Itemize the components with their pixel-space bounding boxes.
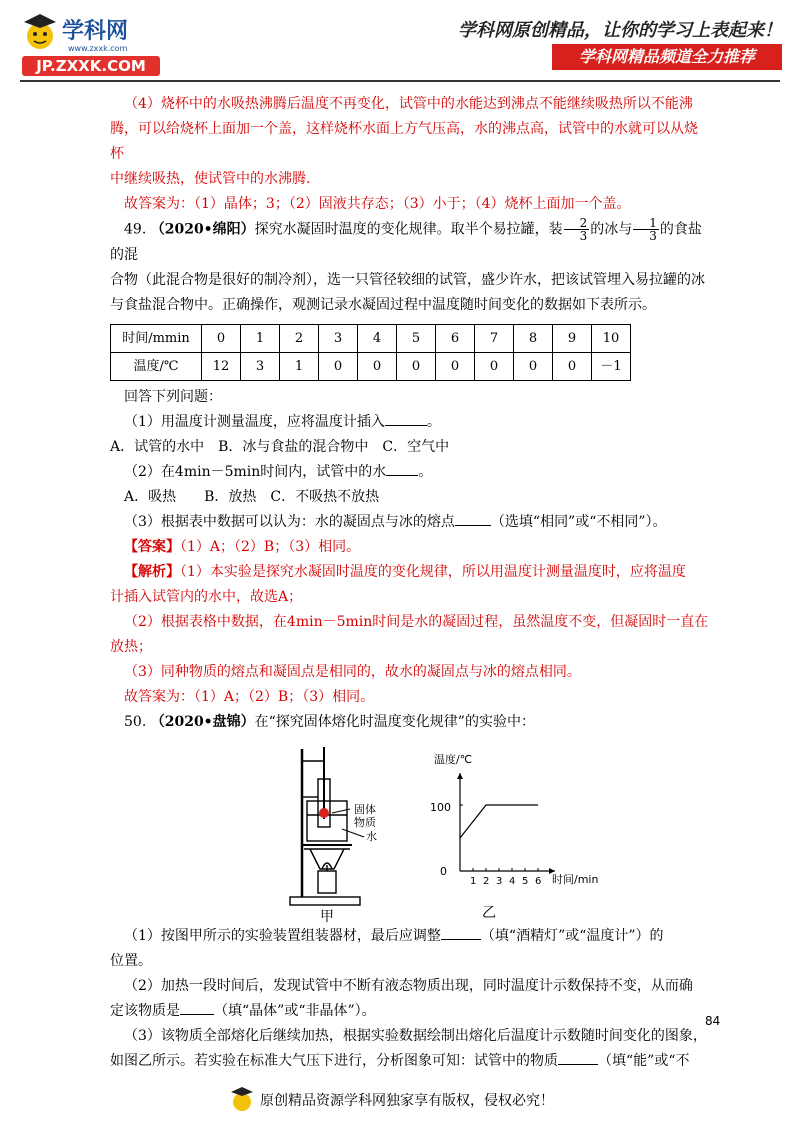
text-line: 的冰与 xyxy=(590,221,633,238)
apparatus-figure xyxy=(282,739,422,924)
answer-label: 【答案】 xyxy=(124,538,180,555)
temperature-chart xyxy=(422,739,602,924)
table-cell: 0 xyxy=(553,352,592,380)
table-cell: 2 xyxy=(280,324,319,352)
page-number: 84 xyxy=(705,1014,721,1028)
answer-blank xyxy=(558,1064,598,1065)
chart-y-label: 温度/℃ xyxy=(434,752,473,766)
figure-caption-yi: 乙 xyxy=(482,904,496,921)
text-line: （1）按图甲所示的实验装置组装器材，最后应调整 xyxy=(124,927,441,944)
answer-blank xyxy=(180,1014,214,1015)
mascot-icon xyxy=(228,1084,256,1114)
chart-series-line xyxy=(460,805,538,838)
chart-x-tick-label: 6 xyxy=(535,875,542,887)
text-line: （2）在4min－5min时间内，试管中的水 xyxy=(124,463,387,480)
q49-analysis-2-cont: 放热； xyxy=(110,638,152,655)
text-line: 定该物质是 xyxy=(110,1002,180,1019)
logo-text: 学科网 xyxy=(62,19,129,44)
text-line: 与食盐混合物中。正确操作，观测记录水凝固过程中温度随时间变化的数据如下表所示。 xyxy=(110,296,656,313)
table-cell: 0 xyxy=(397,352,436,380)
q49-sub1-options: A．试管的水中 B．冰与食盐的混合物中 C．空气中 xyxy=(110,438,450,455)
chart-x-tick-label: 4 xyxy=(509,875,516,887)
answer-blank xyxy=(386,475,418,476)
fraction: $\frac{2}{3}$ xyxy=(564,217,590,242)
text-line: 探究水凝固时温度的变化规律。取半个易拉罐，装 xyxy=(254,221,563,238)
prev-analysis-4-cont xyxy=(110,117,710,192)
text-line: 中继续吸热，使试管中的水沸腾. xyxy=(110,171,311,187)
footer-copyright: 原创精品资源学科网独家享有版权，侵权必究！ xyxy=(260,1093,554,1109)
zxxk-logo[interactable] xyxy=(20,10,170,78)
q50-sub2: （2）加热一段时间后，发现试管中不断有液态物质出现，同时温度计示数保持不变，从而确 xyxy=(124,977,693,994)
label-water: 水 xyxy=(366,829,377,843)
text-line: 的食盐的混 xyxy=(110,221,702,263)
question-number: 49. xyxy=(124,221,147,238)
text-line: （3）根据表中数据可以认为：水的凝固点与冰的熔点 xyxy=(124,513,455,530)
table-cell: 5 xyxy=(397,324,436,352)
q50-sub1-cont: 位置。 xyxy=(110,952,152,969)
table-row xyxy=(111,352,631,380)
label-substance: 物质 xyxy=(354,815,376,829)
table-cell: 12 xyxy=(202,352,241,380)
header-banner: 学科网精品频道全力推荐 xyxy=(552,44,782,70)
thermometer-bulb xyxy=(319,808,329,818)
text-line: （填“酒精灯”或“温度计”）的 xyxy=(480,927,664,944)
chart-x-tick-label: 5 xyxy=(522,875,529,887)
chart-x-tick-label: 3 xyxy=(496,875,503,887)
table-cell: 0 xyxy=(436,352,475,380)
q49-stem xyxy=(110,217,710,268)
answer-text: （1）A；（2）B；（3）相同。 xyxy=(180,538,361,555)
text-line: （1）本实验是探究水凝固时温度的变化规律，所以用温度计测量温度时，应将温度 xyxy=(180,563,686,580)
table-cell: 1 xyxy=(241,324,280,352)
header-slogan: 学科网原创精品，让你的学习上表起来！ xyxy=(458,20,782,41)
q49-final-answer: 故答案为：（1）A；（2）B；（3）相同。 xyxy=(124,688,375,705)
q49-analysis-3: （3）同种物质的熔点和凝固点是相同的，故水的凝固点与冰的熔点相同。 xyxy=(124,663,581,680)
text-line: （4）烧杯中的水吸热沸腾后温度不再变化，试管中的水能达到沸点不能继续吸热所以不能沸 xyxy=(124,96,693,112)
q49-sub1 xyxy=(110,410,710,435)
table-cell: 4 xyxy=(358,324,397,352)
question-source: （2020•绵阳） xyxy=(150,221,255,238)
text-line: 。 xyxy=(418,463,433,480)
table-cell: 0 xyxy=(475,352,514,380)
prev-answer: 故答案为：（1）晶体；3；（2）固液共存态；（3）小于；（4）烧杯上面加一个盖。 xyxy=(124,196,631,212)
q50-sub3: （3）该物质全部熔化后继续加热，根据实验数据绘制出熔化后温度计示数随时间变化的图象， xyxy=(124,1027,707,1044)
q49-data-table xyxy=(110,324,631,381)
mascot-icon xyxy=(20,10,60,54)
q49-sub2-options: A．吸热 B．放热 C．不吸热不放热 xyxy=(124,488,380,505)
answer-blank xyxy=(441,939,481,940)
q49-stem-cont xyxy=(110,268,710,318)
header-divider xyxy=(20,80,780,82)
page-content xyxy=(110,92,710,1074)
table-cell: 6 xyxy=(436,324,475,352)
text-line: 合物（此混合物是很好的制冷剂），选一只管径较细的试管，盛少许水，把该试管埋入易拉罐的冰 xyxy=(110,271,705,288)
table-row xyxy=(111,324,631,352)
chart-y-tick: 100 xyxy=(430,800,451,814)
answer-blank xyxy=(385,425,427,426)
text-line: （1）用温度计测量温度，应将温度计插入 xyxy=(124,413,385,430)
table-header-cell: 时间/mmin xyxy=(111,324,202,352)
text-line: （填“晶体”或“非晶体”）。 xyxy=(214,1002,376,1019)
table-cell: 7 xyxy=(475,324,514,352)
q49-sub3 xyxy=(110,510,710,535)
table-cell: 0 xyxy=(358,352,397,380)
y-axis-arrow-icon xyxy=(457,773,463,779)
page-header xyxy=(0,0,800,80)
table-cell: 3 xyxy=(241,352,280,380)
text-line: （填“能”或“不 xyxy=(598,1052,690,1069)
q50-figures xyxy=(110,739,710,924)
text-line: 。 xyxy=(426,413,441,430)
q49-analysis-1-cont: 计插入试管内的水中，故选A； xyxy=(110,588,303,605)
table-cell: 3 xyxy=(319,324,358,352)
q49-sub2 xyxy=(110,460,710,485)
table-cell: 9 xyxy=(553,324,592,352)
analysis-label: 【解析】 xyxy=(124,563,180,580)
question-source: （2020•盘锦） xyxy=(150,713,255,730)
table-cell: 1 xyxy=(280,352,319,380)
table-cell: 0 xyxy=(202,324,241,352)
q49-prompt: 回答下列问题： xyxy=(124,388,222,405)
chart-x-label: 时间/min xyxy=(552,872,599,886)
q50-sub1 xyxy=(110,924,710,949)
label-solid: 固体 xyxy=(354,802,376,816)
q50-stem xyxy=(110,710,710,735)
logo-url-badge: JP.ZXXK.COM xyxy=(22,56,160,76)
fraction: $\frac{1}{3}$ xyxy=(633,217,659,242)
q50-sub2-cont xyxy=(110,999,710,1024)
q49-answer xyxy=(110,535,710,560)
q49-analysis-1 xyxy=(110,560,710,585)
table-cell: 0 xyxy=(319,352,358,380)
table-cell: 8 xyxy=(514,324,553,352)
q50-sub3-cont xyxy=(110,1049,710,1074)
text-line: 腾，可以给烧杯上面加一个盖，这样烧杯水面上方气压高，水的沸点高，试管中的水就可以从烧杯 xyxy=(110,121,698,162)
question-number: 50. xyxy=(124,713,147,730)
logo-subtext: www.zxxk.com xyxy=(68,44,128,53)
table-header-cell: 温度/℃ xyxy=(111,352,202,380)
table-cell: 0 xyxy=(514,352,553,380)
q49-analysis-2: （2）根据表格中数据，在4min－5min时间是水的凝固过程，虽然温度不变，但凝固时一直在 xyxy=(124,613,709,630)
table-cell: 10 xyxy=(592,324,631,352)
text-line: 如图乙所示。若实验在标准大气压下进行，分析图象可知：试管中的物质 xyxy=(110,1052,558,1069)
answer-blank xyxy=(455,525,491,526)
chart-x-tick-label: 2 xyxy=(483,875,490,887)
text-line: （选填“相同”或“不相同”）。 xyxy=(490,513,667,530)
chart-y-tick: 0 xyxy=(440,864,447,878)
table-cell: －1 xyxy=(592,352,631,380)
prev-analysis-4 xyxy=(110,92,710,117)
chart-x-tick-label: 1 xyxy=(470,875,477,887)
text-line: 在“探究固体熔化时温度变化规律”的实验中： xyxy=(254,713,535,730)
figure-caption-jia: 甲 xyxy=(320,908,334,924)
